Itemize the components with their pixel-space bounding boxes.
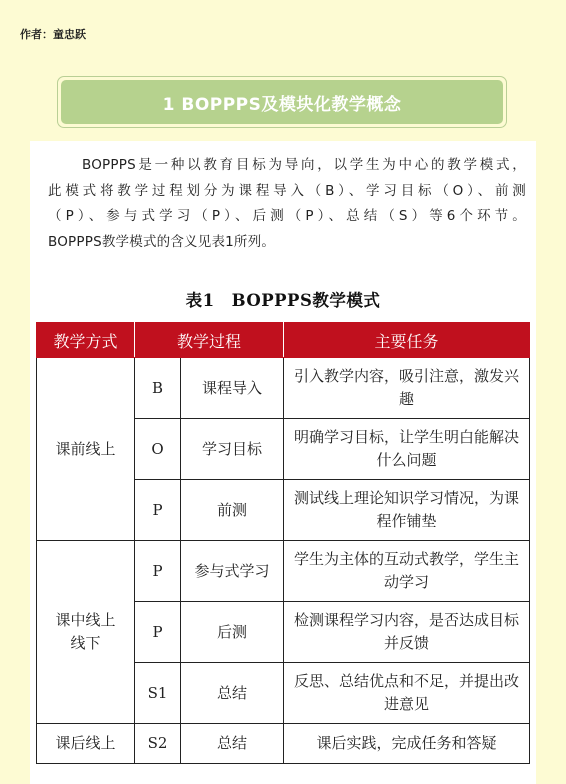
step-cell: 总结	[181, 663, 284, 724]
mode-cell: 课前线上	[37, 358, 135, 541]
task-cell: 课后实践，完成任务和答疑	[284, 724, 530, 764]
code-cell: O	[135, 419, 181, 480]
task-cell: 测试线上理论知识学习情况，为课程作铺垫	[284, 480, 530, 541]
mode-cell	[37, 541, 135, 724]
code-cell: P	[135, 480, 181, 541]
table-caption: 表1 BOPPPS教学模式	[185, 291, 381, 310]
paragraph-line: BOPPPS是一种以教育目标为导向，以学生为中心的教学模式，	[82, 157, 526, 173]
header-task: 主要任务	[284, 323, 530, 358]
boppps-table	[36, 322, 530, 764]
code-cell: P	[135, 602, 181, 663]
table-row	[37, 724, 530, 764]
task-cell: 反思、总结优点和不足，并提出改进意见	[284, 663, 530, 724]
code-cell: S1	[135, 663, 181, 724]
header-process: 教学过程	[135, 323, 284, 358]
code-cell: B	[135, 358, 181, 419]
table-row	[37, 358, 530, 419]
paragraph-line: BOPPPS教学模式的含义见表1所列。	[48, 233, 276, 250]
step-cell: 总结	[181, 724, 284, 764]
section-title: 1 BOPPPS及模块化教学概念	[61, 80, 503, 124]
code-cell: S2	[135, 724, 181, 764]
task-cell: 检测课程学习内容，是否达成目标并反馈	[284, 602, 530, 663]
step-cell: 课程导入	[181, 358, 284, 419]
step-cell: 后测	[181, 602, 284, 663]
mode-cell: 课后线上	[37, 724, 135, 764]
task-cell: 学生为主体的互动式教学，学生主动学习	[284, 541, 530, 602]
step-cell: 前测	[181, 480, 284, 541]
header-mode: 教学方式	[37, 323, 135, 358]
table-row	[37, 541, 530, 602]
author-line: 作者：童忠跃	[20, 28, 86, 41]
task-cell: 明确学习目标，让学生明白能解决什么问题	[284, 419, 530, 480]
section-title-box	[57, 76, 507, 128]
code-cell: P	[135, 541, 181, 602]
intro-paragraph	[48, 153, 526, 255]
step-cell: 学习目标	[181, 419, 284, 480]
paragraph-line: （P）、参与式学习（P）、后测（P）、总结（S）等6个环节。	[48, 208, 526, 224]
task-cell: 引入教学内容，吸引注意，激发兴趣	[284, 358, 530, 419]
paragraph-line: 此模式将教学过程划分为课程导入（B）、学习目标（O）、前测	[48, 182, 526, 199]
content-card	[30, 141, 536, 784]
mode-text: 课中线上线下	[55, 611, 116, 652]
step-cell: 参与式学习	[181, 541, 284, 602]
